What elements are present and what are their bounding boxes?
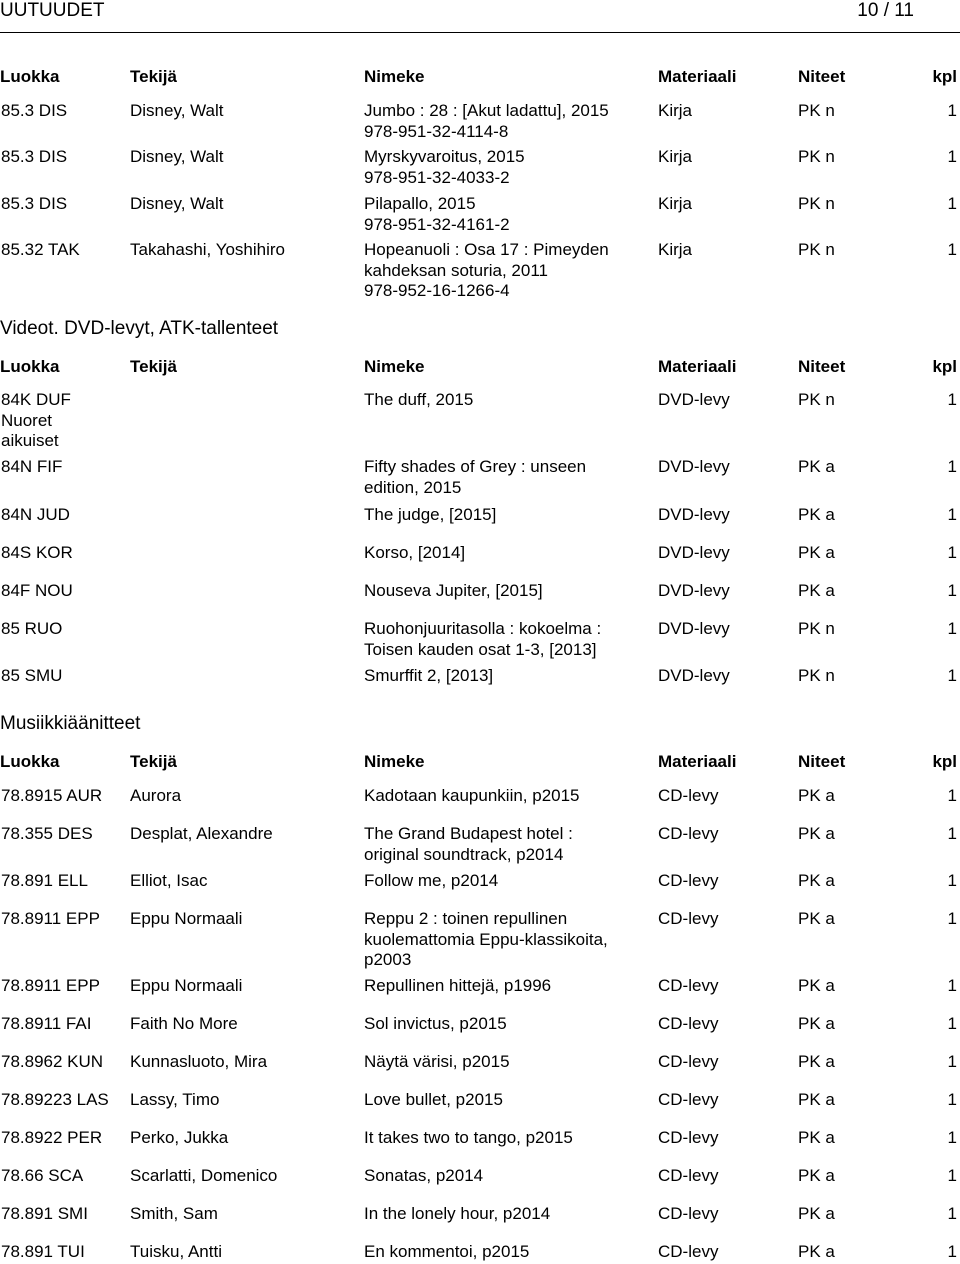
cell-niteet: PK a: [798, 786, 835, 805]
isbn-text: 978-951-32-4114-8: [364, 121, 509, 141]
cell-materiaali: CD-levy: [658, 1204, 719, 1223]
header-divider: [0, 32, 960, 33]
cell-nimeke: The judge, [2015]: [364, 505, 497, 524]
cell-tekija: Lassy, Timo: [130, 1090, 220, 1109]
column-header-materiaali: Materiaali: [658, 357, 737, 376]
cell-tekija: Eppu Normaali: [130, 976, 243, 995]
column-header-kpl: kpl: [932, 357, 957, 376]
cell-luokka: 78.8962 KUN: [1, 1052, 104, 1071]
cell-tekija: Disney, Walt: [130, 147, 224, 166]
cell-tekija: Elliot, Isac: [130, 871, 208, 890]
cell-nimeke: Repullinen hittejä, p1996: [364, 976, 552, 995]
cell-kpl: 1: [947, 1204, 957, 1223]
cell-kpl: 1: [947, 871, 957, 890]
cell-luokka: 78.891 TUI: [1, 1242, 85, 1261]
cell-luokka: 84N JUD: [1, 505, 70, 524]
cell-niteet: PK a: [798, 543, 835, 562]
cell-materiaali: CD-levy: [658, 1166, 719, 1185]
cell-luokka: 78.8911 EPP: [1, 976, 100, 995]
cell-tekija: Aurora: [130, 786, 182, 805]
cell-materiaali: CD-levy: [658, 976, 719, 995]
cell-materiaali: Kirja: [658, 101, 693, 120]
cell-materiaali: Kirja: [658, 240, 693, 259]
cell-nimeke: Reppu 2 : toinen repullinen kuolemattomia Eppu-klassikoita, p2003: [364, 909, 608, 970]
column-header-tekija: Tekijä: [130, 357, 177, 376]
cell-nimeke: Kadotaan kaupunkiin, p2015: [364, 786, 580, 805]
cell-nimeke: Sol invictus, p2015: [364, 1014, 507, 1033]
cell-kpl: 1: [947, 1128, 957, 1147]
cell-nimeke: In the lonely hour, p2014: [364, 1204, 551, 1223]
cell-luokka: 84N FIF: [1, 457, 63, 476]
cell-kpl: 1: [947, 101, 957, 120]
cell-materiaali: CD-levy: [658, 786, 719, 805]
column-header-niteet: Niteet: [798, 67, 846, 86]
cell-nimeke: Nouseva Jupiter, [2015]: [364, 581, 543, 600]
cell-nimeke: [364, 194, 654, 235]
cell-luokka: 78.891 ELL: [1, 871, 88, 890]
cell-nimeke: Näytä värisi, p2015: [364, 1052, 510, 1071]
cell-materiaali: DVD-levy: [658, 505, 730, 524]
column-header-tekija: Tekijä: [130, 752, 177, 771]
cell-materiaali: Kirja: [658, 194, 693, 213]
cell-nimeke: [364, 147, 654, 188]
title-text: Myrskyvaroitus, 2015: [364, 147, 525, 166]
cell-materiaali: DVD-levy: [658, 581, 730, 600]
section-title-musiikki: Musiikkiäänitteet: [0, 713, 141, 734]
cell-luokka: 78.891 SMI: [1, 1204, 88, 1223]
cell-nimeke: Smurffit 2, [2013]: [364, 666, 494, 685]
cell-kpl: 1: [947, 240, 957, 259]
cell-materiaali: CD-levy: [658, 1014, 719, 1033]
cell-niteet: PK n: [798, 619, 835, 638]
cell-tekija: Faith No More: [130, 1014, 238, 1033]
cell-tekija: Smith, Sam: [130, 1204, 218, 1223]
cell-tekija: Desplat, Alexandre: [130, 824, 273, 843]
cell-materiaali: DVD-levy: [658, 666, 730, 685]
cell-nimeke: En kommentoi, p2015: [364, 1242, 530, 1261]
cell-kpl: 1: [947, 1242, 957, 1261]
cell-luokka: 85 RUO: [1, 619, 63, 638]
cell-materiaali: CD-levy: [658, 1090, 719, 1109]
cell-materiaali: CD-levy: [658, 1242, 719, 1261]
column-header-niteet: Niteet: [798, 752, 846, 771]
section-title-videot: Videot. DVD-levyt, ATK-tallenteet: [0, 318, 279, 339]
cell-kpl: 1: [947, 824, 957, 843]
cell-niteet: PK a: [798, 1128, 835, 1147]
cell-kpl: 1: [947, 390, 957, 409]
cell-niteet: PK a: [798, 1242, 835, 1261]
cell-niteet: PK a: [798, 871, 835, 890]
cell-luokka: 85.3 DIS: [1, 194, 68, 213]
cell-kpl: 1: [947, 909, 957, 928]
isbn-text: 978-951-32-4033-2: [364, 167, 510, 187]
cell-niteet: PK n: [798, 194, 835, 213]
cell-niteet: PK a: [798, 581, 835, 600]
cell-kpl: 1: [947, 147, 957, 166]
cell-tekija: Kunnasluoto, Mira: [130, 1052, 268, 1071]
cell-materiaali: CD-levy: [658, 824, 719, 843]
cell-niteet: PK a: [798, 1014, 835, 1033]
column-header-nimeke: Nimeke: [364, 752, 425, 771]
cell-materiaali: DVD-levy: [658, 457, 730, 476]
cell-luokka: 85.3 DIS: [1, 147, 68, 166]
cell-luokka: 78.8922 PER: [1, 1128, 103, 1147]
cell-niteet: PK a: [798, 976, 835, 995]
cell-nimeke: Fifty shades of Grey : unseen edition, 2015: [364, 457, 587, 497]
cell-kpl: 1: [947, 1090, 957, 1109]
cell-tekija: Disney, Walt: [130, 101, 224, 120]
cell-nimeke: [364, 101, 654, 142]
cell-materiaali: DVD-levy: [658, 543, 730, 562]
cell-nimeke: Follow me, p2014: [364, 871, 499, 890]
cell-kpl: 1: [947, 457, 957, 476]
column-header-tekija: Tekijä: [130, 67, 177, 86]
cell-kpl: 1: [947, 581, 957, 600]
cell-materiaali: CD-levy: [658, 909, 719, 928]
page-title: UUTUUDET: [0, 0, 105, 21]
cell-nimeke: Ruohonjuuritasolla : kokoelma : Toisen kauden osat 1-3, [2013]: [364, 619, 602, 659]
column-header-luokka: Luokka: [0, 357, 60, 376]
cell-kpl: 1: [947, 543, 957, 562]
cell-kpl: 1: [947, 505, 957, 524]
cell-kpl: 1: [947, 666, 957, 685]
cell-kpl: 1: [947, 786, 957, 805]
cell-materiaali: CD-levy: [658, 871, 719, 890]
cell-niteet: PK a: [798, 1090, 835, 1109]
cell-niteet: PK a: [798, 824, 835, 843]
cell-kpl: 1: [947, 194, 957, 213]
cell-niteet: PK a: [798, 909, 835, 928]
cell-luokka: 84K DUF Nuoret aikuiset: [1, 390, 71, 451]
cell-kpl: 1: [947, 1052, 957, 1071]
cell-luokka: 85.3 DIS: [1, 101, 68, 120]
cell-niteet: PK a: [798, 457, 835, 476]
cell-nimeke: Korso, [2014]: [364, 543, 466, 562]
cell-nimeke: [364, 240, 654, 302]
cell-luokka: 84S KOR: [1, 543, 73, 562]
cell-luokka: 78.66 SCA: [1, 1166, 84, 1185]
column-header-nimeke: Nimeke: [364, 357, 425, 376]
cell-kpl: 1: [947, 619, 957, 638]
cell-nimeke: Love bullet, p2015: [364, 1090, 503, 1109]
cell-materiaali: CD-levy: [658, 1052, 719, 1071]
cell-niteet: PK n: [798, 390, 835, 409]
cell-niteet: PK n: [798, 240, 835, 259]
column-header-materiaali: Materiaali: [658, 67, 737, 86]
cell-nimeke: The Grand Budapest hotel : original soundtrack, p2014: [364, 824, 573, 864]
column-header-niteet: Niteet: [798, 357, 846, 376]
cell-kpl: 1: [947, 1166, 957, 1185]
cell-materiaali: DVD-levy: [658, 390, 730, 409]
cell-luokka: 85.32 TAK: [1, 240, 80, 259]
cell-nimeke: Sonatas, p2014: [364, 1166, 484, 1185]
cell-nimeke: The duff, 2015: [364, 390, 474, 409]
cell-materiaali: CD-levy: [658, 1128, 719, 1147]
cell-luokka: 85 SMU: [1, 666, 63, 685]
title-text: Pilapallo, 2015: [364, 194, 476, 213]
column-header-kpl: kpl: [932, 752, 957, 771]
cell-kpl: 1: [947, 1014, 957, 1033]
cell-kpl: 1: [947, 976, 957, 995]
cell-luokka: 78.355 DES: [1, 824, 93, 843]
title-text: Jumbo : 28 : [Akut ladattu], 2015: [364, 101, 609, 120]
cell-tekija: Eppu Normaali: [130, 909, 243, 928]
cell-niteet: PK a: [798, 1204, 835, 1223]
title-text: Hopeanuoli : Osa 17 : Pimeyden kahdeksan soturia, 2011: [364, 240, 609, 280]
cell-luokka: 78.8915 AUR: [1, 786, 103, 805]
page-number: 10 / 11: [857, 0, 914, 21]
cell-luokka: 78.8911 EPP: [1, 909, 100, 928]
cell-niteet: PK n: [798, 101, 835, 120]
column-header-nimeke: Nimeke: [364, 67, 425, 86]
cell-materiaali: DVD-levy: [658, 619, 730, 638]
cell-tekija: Takahashi, Yoshihiro: [130, 240, 286, 259]
column-header-luokka: Luokka: [0, 752, 60, 771]
cell-tekija: Perko, Jukka: [130, 1128, 229, 1147]
cell-tekija: Scarlatti, Domenico: [130, 1166, 278, 1185]
isbn-text: 978-951-32-4161-2: [364, 214, 510, 234]
cell-tekija: Tuisku, Antti: [130, 1242, 222, 1261]
cell-niteet: PK a: [798, 1166, 835, 1185]
cell-niteet: PK a: [798, 505, 835, 524]
column-header-materiaali: Materiaali: [658, 752, 737, 771]
cell-niteet: PK n: [798, 666, 835, 685]
cell-nimeke: It takes two to tango, p2015: [364, 1128, 573, 1147]
cell-niteet: PK n: [798, 147, 835, 166]
cell-luokka: 78.8911 FAI: [1, 1014, 92, 1033]
cell-materiaali: Kirja: [658, 147, 693, 166]
cell-luokka: 78.89223 LAS: [1, 1090, 109, 1109]
isbn-text: 978-952-16-1266-4: [364, 281, 510, 301]
cell-niteet: PK a: [798, 1052, 835, 1071]
column-header-kpl: kpl: [932, 67, 957, 86]
column-header-luokka: Luokka: [0, 67, 60, 86]
cell-tekija: Disney, Walt: [130, 194, 224, 213]
cell-luokka: 84F NOU: [1, 581, 73, 600]
